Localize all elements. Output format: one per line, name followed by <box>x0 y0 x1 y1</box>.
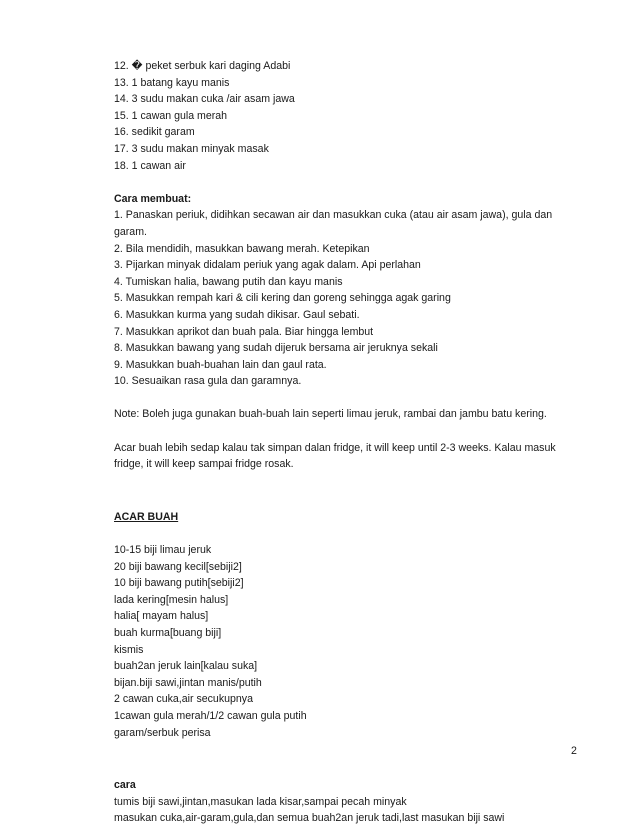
spacer <box>114 741 584 777</box>
spacer <box>114 423 584 440</box>
method-step: 8. Masukkan bawang yang sudah dijeruk bersama air jeruknya sekali <box>114 342 438 355</box>
method-step: 9. Masukkan buah-buahan lain dan gaul rata. <box>114 358 327 371</box>
method-step: 4. Tumiskan halia, bawang putih dan kayu manis <box>114 275 343 288</box>
ingredient-item: 12. � peket serbuk kari daging Adabi <box>114 60 291 72</box>
ingredient-item: 13. 1 batang kayu manis <box>114 76 230 89</box>
storage-note-paragraph: Acar buah lebih sedap kalau tak simpan dalan fridge, it will keep until 2-3 weeks. Kalau masuk fridge, it will keep sampai fridge rosak. <box>114 441 556 471</box>
method-step: 6. Masukkan kurma yang sudah dikisar. Gaul sebati. <box>114 308 360 321</box>
acar-ingredient-item: buah kurma[buang biji] <box>114 627 222 639</box>
acar-ingredient-item: kismis <box>114 643 144 656</box>
ingredient-list-top <box>114 58 584 174</box>
spacer <box>114 525 584 542</box>
acar-ingredient-item: garam/serbuk perisa <box>114 726 211 739</box>
acar-ingredient-item: 10 biji bawang putih[sebiji2] <box>114 577 244 590</box>
acar-ingredient-item: 10-15 biji limau jeruk <box>114 544 212 557</box>
acar-buah-section <box>114 509 584 741</box>
method-section <box>114 191 584 390</box>
cara-line: masukan cuka,air-garam,gula,dan semua buah2an jeruk tadi,last masukan biji sawi <box>114 812 505 825</box>
method-step: 5. Masukkan rempah kari & cili kering dan goreng sehingga agak garing <box>114 292 451 305</box>
acar-ingredient-item: 20 biji bawang kecil[sebiji2] <box>114 560 242 573</box>
acar-ingredient-item: buah2an jeruk lain[kalau suka] <box>114 660 258 673</box>
note-paragraph: Note: Boleh juga gunakan buah-buah lain seperti limau jeruk, rambai dan jambu batu kering. <box>114 408 547 421</box>
ingredient-item: 17. 3 sudu makan minyak masak <box>114 142 269 155</box>
ingredient-item: 16. sedikit garam <box>114 126 195 139</box>
acar-buah-heading: ACAR BUAH <box>114 510 179 523</box>
acar-ingredient-item: bijan.biji sawi,jintan manis/putih <box>114 676 262 689</box>
method-step: 7. Masukkan aprikot dan buah pala. Biar hingga lembut <box>114 325 374 338</box>
method-heading: Cara membuat: <box>114 192 192 205</box>
method-step: 1. Panaskan periuk, didihkan secawan air dan masukkan cuka (atau air asam jawa), gula dan garam. <box>114 209 553 238</box>
method-step: 10. Sesuaikan rasa gula dan garamnya. <box>114 375 302 388</box>
method-step: 2. Bila mendidih, masukkan bawang merah. Ketepikan <box>114 242 370 255</box>
ingredient-item: 18. 1 cawan air <box>114 159 186 172</box>
cara-section <box>114 777 584 827</box>
spacer <box>114 174 584 191</box>
acar-ingredient-item: 1cawan gula merah/1/2 cawan gula putih <box>114 709 307 722</box>
acar-ingredient-item: 2 cawan cuka,air secukupnya <box>114 693 253 706</box>
cara-heading: cara <box>114 779 136 792</box>
method-step: 3. Pijarkan minyak didalam periuk yang agak dalam. Api perlahan <box>114 259 421 272</box>
cara-line: tumis biji sawi,jintan,masukan lada kisar,sampai pecah minyak <box>114 795 407 808</box>
acar-ingredient-item: halia[ mayam halus] <box>114 610 209 623</box>
spacer <box>114 390 584 407</box>
spacer <box>114 473 584 509</box>
ingredient-item: 15. 1 cawan gula merah <box>114 109 228 122</box>
document-page <box>114 58 584 827</box>
ingredient-item: 14. 3 sudu makan cuka /air asam jawa <box>114 93 295 106</box>
acar-ingredient-item: lada kering[mesin halus] <box>114 593 229 606</box>
page-number: 2 <box>571 745 577 757</box>
